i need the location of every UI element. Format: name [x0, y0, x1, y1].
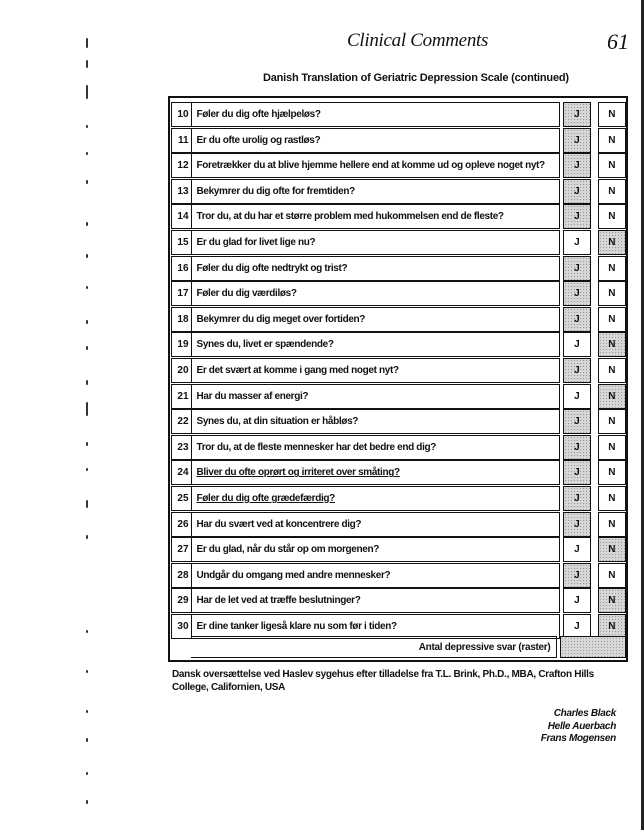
answer-yes-box[interactable]: J — [563, 563, 591, 588]
item-number: 13 — [171, 179, 191, 204]
author-signatures — [541, 708, 616, 746]
question-label: Er dine tanker ligeså klare nu som før i tiden? — [196, 620, 397, 632]
answer-yes-box[interactable]: J — [563, 435, 591, 460]
answer-no-box[interactable]: N — [598, 204, 626, 229]
table-row — [171, 460, 626, 485]
question-text — [191, 204, 560, 229]
question-text — [191, 384, 560, 409]
question-label: Føler du dig ofte grædefærdig? — [196, 492, 335, 504]
answer-no-box[interactable]: N — [598, 179, 626, 204]
question-label: Føler du dig værdiløs? — [196, 288, 297, 300]
item-number: 29 — [171, 588, 191, 613]
table-row — [171, 537, 626, 562]
answer-yes-box[interactable]: J — [563, 153, 591, 178]
item-number: 26 — [171, 512, 191, 537]
question-text — [191, 358, 560, 383]
question-text — [191, 435, 560, 460]
answer-yes-box[interactable]: J — [563, 409, 591, 434]
answer-no-box[interactable]: N — [598, 537, 626, 562]
item-number: 15 — [171, 230, 191, 255]
question-label: Foretrækker du at blive hjemme hellere end at komme ud og opleve noget nyt? — [196, 160, 545, 172]
table-row — [171, 486, 626, 511]
question-label: Har du masser af energi? — [196, 390, 309, 402]
answer-yes-box[interactable]: J — [563, 128, 591, 153]
answer-yes-box[interactable]: J — [563, 204, 591, 229]
item-number: 22 — [171, 409, 191, 434]
scan-margin-marks — [86, 30, 94, 820]
table-row — [171, 588, 626, 613]
answer-no-box[interactable]: N — [598, 332, 626, 357]
total-score-box — [560, 636, 626, 658]
author-name: Frans Mogensen — [540, 733, 616, 744]
answer-yes-box[interactable]: J — [563, 358, 591, 383]
author-name: Helle Auerbach — [547, 720, 616, 732]
question-label: Synes du, livet er spændende? — [196, 339, 334, 351]
question-rows — [171, 102, 626, 639]
answer-yes-box[interactable]: J — [563, 256, 591, 281]
item-number: 16 — [171, 256, 191, 281]
table-row — [171, 256, 626, 281]
answer-no-box[interactable]: N — [598, 256, 626, 281]
answer-yes-box[interactable]: J — [563, 179, 591, 204]
table-row — [171, 384, 626, 409]
question-label: Bekymrer du dig meget over fortiden? — [196, 313, 366, 325]
item-number: 20 — [171, 358, 191, 383]
question-text — [191, 537, 560, 562]
total-row — [171, 636, 626, 658]
question-label: Undgår du omgang med andre mennesker? — [196, 569, 391, 581]
question-text — [191, 332, 560, 357]
item-number: 12 — [171, 153, 191, 178]
question-text — [191, 179, 560, 204]
table-row — [171, 179, 626, 204]
answer-no-box[interactable]: N — [598, 409, 626, 434]
table-row — [171, 358, 626, 383]
item-number: 17 — [171, 281, 191, 306]
item-number: 21 — [171, 384, 191, 409]
total-label: Antal depressive svar (raster) — [191, 636, 557, 658]
item-number: 19 — [171, 332, 191, 357]
question-label: Er det svært at komme i gang med noget nyt? — [196, 364, 399, 376]
answer-no-box[interactable]: N — [598, 460, 626, 485]
answer-no-box[interactable]: N — [598, 281, 626, 306]
answer-no-box[interactable]: N — [598, 102, 626, 127]
page-number: 61 — [607, 29, 629, 54]
item-number: 11 — [171, 128, 191, 153]
table-row — [171, 230, 626, 255]
answer-no-box[interactable]: N — [598, 435, 626, 460]
table-row — [171, 281, 626, 306]
question-text — [191, 588, 560, 613]
question-text — [191, 460, 560, 485]
answer-yes-box[interactable]: J — [563, 588, 591, 613]
item-number: 10 — [171, 102, 191, 127]
question-label: Bekymrer du dig ofte for fremtiden? — [196, 185, 355, 197]
item-number: 18 — [171, 307, 191, 332]
question-label: Føler du dig ofte hjælpeløs? — [196, 109, 321, 120]
table-row — [171, 153, 626, 178]
answer-no-box[interactable]: N — [598, 358, 626, 383]
translation-note: Dansk oversættelse ved Haslev sygehus efter tilladelse fra T.L. Brink, Ph.D., MBA, Crafton Hills College, Californien, USA — [172, 669, 594, 693]
answer-yes-box[interactable]: J — [563, 332, 591, 357]
question-text — [191, 486, 560, 511]
question-label: Er du glad for livet lige nu? — [196, 236, 316, 248]
answer-yes-box[interactable]: J — [563, 281, 591, 306]
answer-no-box[interactable]: N — [598, 563, 626, 588]
table-row — [171, 332, 626, 357]
item-number: 14 — [171, 204, 191, 229]
answer-yes-box[interactable]: J — [563, 460, 591, 485]
question-text — [191, 281, 560, 306]
table-row — [171, 102, 626, 127]
item-number: 25 — [171, 486, 191, 511]
answer-yes-box[interactable]: J — [563, 486, 591, 511]
table-row — [171, 307, 626, 332]
question-label: Er du glad, når du står op om morgenen? — [196, 544, 379, 556]
author-name: Charles Black — [553, 708, 616, 719]
table-row — [171, 435, 626, 460]
question-label: Har de let ved at træffe beslutninger? — [196, 595, 361, 607]
question-label: Føler du dig ofte nedtrykt og trist? — [196, 262, 348, 274]
question-text — [191, 563, 560, 588]
answer-yes-box[interactable]: J — [563, 102, 591, 127]
answer-yes-box[interactable]: J — [563, 537, 591, 562]
table-row — [171, 563, 626, 588]
answer-no-box[interactable]: N — [598, 128, 626, 153]
item-number: 23 — [171, 435, 191, 460]
answer-no-box[interactable]: N — [598, 384, 626, 409]
question-label: Bliver du ofte oprørt og irriteret over småting? — [196, 467, 400, 479]
question-label: Er du ofte urolig og rastløs? — [196, 134, 321, 146]
question-label: Har du svært ved at koncentrere dig? — [196, 518, 362, 530]
table-row — [171, 409, 626, 434]
question-text — [191, 512, 560, 537]
answer-yes-box[interactable]: J — [563, 230, 591, 255]
question-text — [191, 153, 560, 178]
answer-no-box[interactable]: N — [598, 307, 626, 332]
answer-no-box[interactable]: N — [598, 512, 626, 537]
answer-no-box[interactable]: N — [598, 230, 626, 255]
question-text — [191, 256, 560, 281]
item-number: 28 — [171, 563, 191, 588]
question-text — [191, 128, 560, 153]
question-text — [191, 409, 560, 434]
answer-yes-box[interactable]: J — [563, 512, 591, 537]
running-title: Clinical Comments — [347, 30, 489, 51]
table-row — [171, 512, 626, 537]
answer-no-box[interactable]: N — [598, 486, 626, 511]
item-number: 27 — [171, 537, 191, 562]
table-title: Danish Translation of Geriatric Depression Scale (continued) — [263, 72, 569, 84]
question-text — [191, 230, 560, 255]
table-row — [171, 128, 626, 153]
answer-yes-box[interactable]: J — [563, 614, 591, 639]
answer-no-box[interactable]: N — [598, 614, 626, 639]
question-text — [191, 102, 560, 127]
item-number: 30 — [171, 614, 191, 639]
question-label: Synes du, at din situation er håbløs? — [196, 416, 359, 428]
answer-no-box[interactable]: N — [598, 588, 626, 613]
answer-no-box[interactable]: N — [598, 153, 626, 178]
table-row — [171, 204, 626, 229]
question-text — [191, 307, 560, 332]
item-number: 24 — [171, 460, 191, 485]
answer-yes-box[interactable]: J — [563, 384, 591, 409]
answer-yes-box[interactable]: J — [563, 307, 591, 332]
question-label: Tror du, at du har et større problem med hukommelsen end de fleste? — [196, 211, 504, 223]
question-label: Tror du, at de fleste mennesker har det bedre end dig? — [196, 441, 437, 453]
